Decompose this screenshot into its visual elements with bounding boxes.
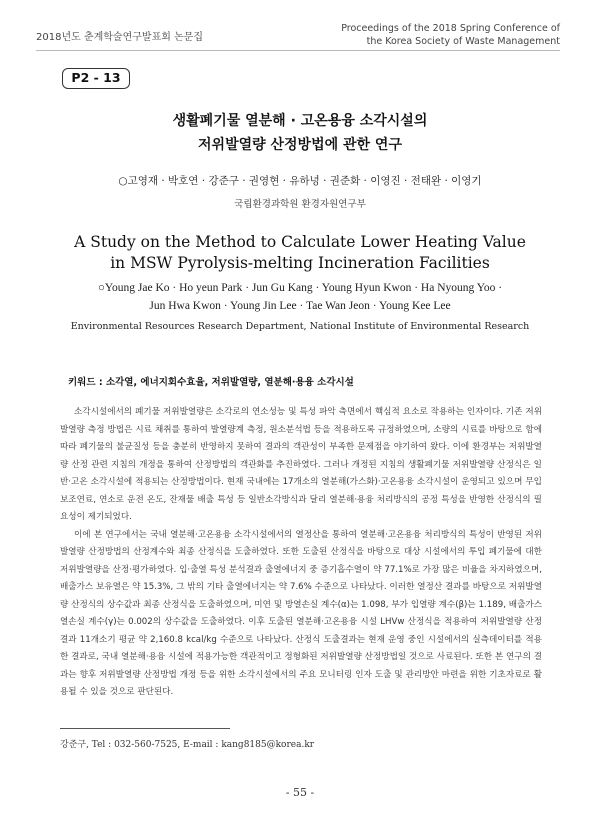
affiliation-kr: 국립환경과학원 환경자원연구부 (234, 199, 366, 210)
footnote: 강준구, Tel : 032-560-7525, E-mail : kang8185@korea.kr (60, 740, 315, 750)
header-right-line2: the Korea Society of Waste Management (366, 36, 560, 47)
body-paragraph-2: 이에 본 연구에서는 국내 열분해·고온용융 소각시설에서의 열정산을 통하여 열분해·고온용융 처리방식의 특성이 반영된 저위발열량 산정방법의 산정계수와 최종 산정식을 도출하였다. 또한 도출된 산정식을 바탕으로 대상 시설에서의 투입 폐기물에 대한 저위발열량을 산정·평가하였다. 입·출열 특성 분석결과 출열에너지 중 증기흡수열이 약 77.1%로 가장 많은 비율을 차지하였으며, 배출가스 보유열은 약 15.3%, 그 밖의 기타 출열에너지는 약 7.6% 수준으로 나타났다. 이러한 열정산 결과를 바탕으로 저위발열량 산정식의 상수값과 최종 산정식을 도출하였으며, 미연 및 방열손실 계수(α)는 1.098, 부가 입열량 계수(β)는 1.189, 배출가스 열손실 계수(γ)는 0.002의 상수값을 도출하였다. 이후 도출된 열분해·고온용융 시설 LHVw 산정식을 적용하여 저위발열량 산정 결과 11개소기 평균 약 2,160.8 kcal/kg 수준으로 나타났다. 산정식 도출결과는 현재 운영 중인 시설에서의 실측데이터를 적용한 결과로, 국내 열분해·용융 시설에 적용가능한 객관적이고 정형화된 저위발열량 산정방법일 것으로 사료된다. 또한 본 연구의 결과는 향후 저위발열량 산정방법 개정 등을 위한 소각시설에서의 주요 모니터링 인자 도출 및 관리방안 마련을 위한 기초자료로 활용될 수 있을 것으로 판단된다. (60, 529, 542, 697)
page-number: - 55 - (285, 786, 315, 799)
footnote-rule (60, 728, 230, 729)
keywords: 키워드 : 소각열, 에너지회수효율, 저위발열량, 열분해·용융 소각시설 (68, 377, 354, 388)
title-en-line2: in MSW Pyrolysis-melting Incineration Facilities (110, 254, 490, 272)
header-right (341, 22, 560, 48)
header-right-line1: Proceedings of the 2018 Spring Conference of (341, 23, 560, 34)
title-kr-line1: 생활폐기물 열분해 · 고온용융 소각시설의 (172, 113, 428, 129)
body-paragraph-1: 소각시설에서의 폐기물 저위발열량은 소각로의 연소성능 및 특성 파악 측면에서 핵심적 요소로 작용하는 인자이다. 기존 저위발열량 측정 방법은 시료 채취를 통하여 발열량계 측정, 원소분석법 등을 적용하도록 규정하였으며, 소량의 시료를 바탕으로 함에 따라 폐기물의 불균질성 등을 충분히 반영하지 못하여 결과의 객관성이 부족한 문제점을 야기하여 왔다. 이에 환경부는 저위발열량 산정 관련 지침의 개정을 통하여 산정방법의 객관화를 추진하였다. 그러나 개정된 지침의 생활폐기물 저위발열량 산정식은 일반·고온 소각시설에 적용되는 산정방법이다. 현재 국내에는 17개소의 열분해(가스화)·고온용융 소각시설이 운영되고 있으며 무입 보조연료, 연소로 운전 온도, 잔재물 배출 특성 등 일반소각방식과 달리 열분해·용융 처리방식의 공정 특성을 반영한 산정식의 필요성이 제기되었다. (60, 407, 542, 522)
authors-en-line2: Jun Hwa Kwon · Young Jin Lee · Tae Wan Jeon · Young Kee Lee (149, 300, 451, 312)
header-left: 2018년도 춘계학술연구발표회 논문집 (36, 32, 204, 43)
title-en-line1: A Study on the Method to Calculate Lower Heating Value (74, 233, 526, 251)
affiliation-en: Environmental Resources Research Department, National Institute of Environmental Research (70, 321, 530, 332)
authors-en-line1: ○Young Jae Ko · Ho yeun Park · Jun Gu Kang · Young Hyun Kwon · Ha Nyoung Yoo · (97, 282, 503, 294)
abstract-body (60, 404, 542, 702)
header-rule (36, 50, 560, 51)
authors-kr: ○고영재 · 박호연 · 강준구 · 권영현 · 유하녕 · 권준화 · 이영진 · 전태완 · 이영기 (118, 175, 482, 187)
title-kr-line2: 저위발열량 산정방법에 관한 연구 (198, 137, 402, 153)
paper-id-badge: P2 - 13 (62, 68, 130, 89)
